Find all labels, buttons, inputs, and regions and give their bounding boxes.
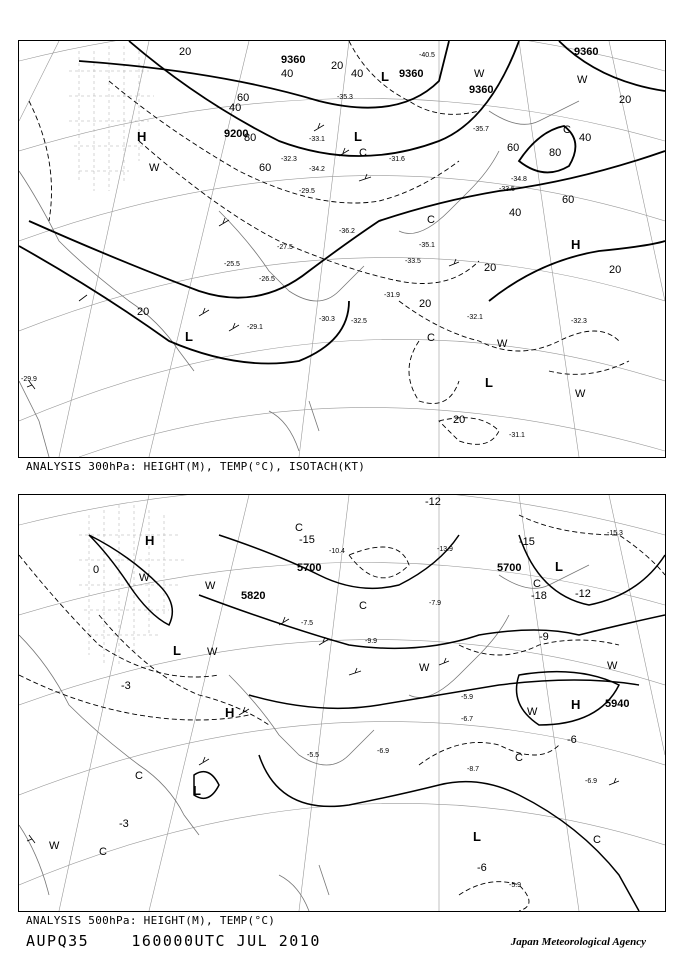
isotach-label: 40 (351, 68, 364, 80)
temperature-label: -6.9 (585, 778, 598, 785)
high-center: H (571, 237, 581, 252)
isotach-label: 60 (507, 142, 520, 154)
isotach-label: 20 (609, 264, 622, 276)
temperature-label: -7.5 (301, 620, 314, 627)
temperature-label: -13.9 (437, 546, 453, 553)
height-label: 5820 (241, 590, 266, 602)
isotherm-label: -12 (425, 496, 441, 508)
warm-marker: W (139, 572, 150, 584)
low-center: L (354, 129, 362, 144)
temperature-label: -5.5 (307, 752, 320, 759)
isotach-label: 20 (179, 46, 192, 58)
temperature-label: -32.5 (351, 318, 367, 325)
warm-marker: W (474, 68, 485, 80)
low-center: L (473, 829, 481, 844)
height-label: 9360 (399, 68, 424, 80)
isotach-label: 20 (419, 298, 432, 310)
isotherm-label: -9 (539, 631, 549, 643)
isotach-label: 80 (244, 132, 257, 144)
warm-marker: W (607, 660, 618, 672)
isotach-label: 40 (229, 102, 242, 114)
temperature-label: -31.9 (384, 292, 400, 299)
high-center: H (225, 705, 235, 720)
isotherm-label: -12 (575, 588, 591, 600)
temperature-label: -29.1 (247, 324, 263, 331)
height-label: 5940 (605, 698, 630, 710)
temperature-label: -31.1 (509, 432, 525, 439)
isotach-label: 20 (137, 306, 150, 318)
isotach-label: 60 (237, 92, 250, 104)
temperature-label: -31.6 (389, 156, 405, 163)
chart-code: AUPQ35 (26, 932, 90, 950)
chart-caption-300hpa: ANALYSIS 300hPa: HEIGHT(M), TEMP(°C), ISOTACH(KT) (26, 460, 366, 473)
temperature-label: -6.7 (461, 716, 474, 723)
isotach-label: 60 (259, 162, 272, 174)
isotach-label: 40 (579, 132, 592, 144)
temperature-label: -35.3 (337, 94, 353, 101)
warm-marker: W (49, 840, 60, 852)
temperature-label: -5.9 (509, 882, 522, 889)
cold-marker: C (427, 332, 435, 344)
chart-caption-500hpa: ANALYSIS 500hPa: HEIGHT(M), TEMP(°C) (26, 914, 276, 927)
temperature-label: -35.7 (473, 126, 489, 133)
warm-marker: W (577, 74, 588, 86)
height-label: 9200 (224, 128, 249, 140)
isotherm-label: -15 (299, 534, 315, 546)
low-center: L (555, 559, 563, 574)
high-center: H (137, 129, 147, 144)
isotherm-label: -6 (477, 862, 487, 874)
temperature-label: -32.1 (467, 314, 483, 321)
isotach-label: 80 (549, 147, 562, 159)
isotherm-label: -3 (119, 818, 129, 830)
cold-marker: C (427, 214, 435, 226)
temperature-label: -15.3 (607, 530, 623, 537)
warm-marker: W (419, 662, 430, 674)
temperature-label: -33.5 (499, 186, 515, 193)
temperature-label: -34.2 (309, 166, 325, 173)
height-label: 9360 (281, 54, 306, 66)
temperature-label: -5.9 (461, 694, 474, 701)
temperature-label: -29.5 (299, 188, 315, 195)
wind-barbs (27, 617, 619, 843)
warm-marker: W (527, 706, 538, 718)
isotherm-label: -15 (519, 536, 535, 548)
height-label: 5700 (497, 562, 522, 574)
isotach-label: 60 (562, 194, 575, 206)
cold-marker: C (359, 600, 367, 612)
low-center: L (381, 69, 389, 84)
isotach-label: 20 (484, 262, 497, 274)
warm-marker: W (149, 162, 160, 174)
high-center: H (571, 697, 581, 712)
cold-marker: C (295, 522, 303, 534)
isotherm-label: -18 (531, 590, 547, 602)
temperature-label: -34.8 (511, 176, 527, 183)
isotherms (19, 515, 665, 911)
temperature-label: -33.5 (405, 258, 421, 265)
temperature-label: -30.3 (319, 316, 335, 323)
valid-time: 160000UTC JUL 2010 (131, 932, 321, 950)
temperature-label: -29.9 (21, 376, 37, 383)
agency-name: Japan Meteorological Agency (510, 936, 646, 948)
temperature-label: -33.1 (309, 136, 325, 143)
isotherm-label: 0 (93, 564, 100, 576)
high-center: H (145, 533, 155, 548)
height-label: 5700 (297, 562, 322, 574)
warm-marker: W (497, 338, 508, 350)
low-center: L (485, 375, 493, 390)
isotach-label: 40 (281, 68, 294, 80)
isotherm-label: -6 (567, 734, 577, 746)
cold-marker: C (533, 578, 541, 590)
cold-marker: C (563, 124, 571, 136)
temperature-label: -9.9 (365, 638, 378, 645)
height-label: 9360 (574, 46, 599, 58)
cold-marker: C (593, 834, 601, 846)
low-center: L (193, 783, 201, 798)
temperature-label: -40.5 (419, 52, 435, 59)
temperature-label: -10.4 (329, 548, 345, 555)
warm-marker: W (575, 388, 586, 400)
height-label: 9360 (469, 84, 494, 96)
isotach-label: 40 (509, 207, 522, 219)
isotach-label: 20 (619, 94, 632, 106)
coastline (19, 565, 589, 911)
low-center: L (173, 643, 181, 658)
graticule (19, 41, 665, 457)
temperature-label: -35.1 (419, 242, 435, 249)
isotach-label: 20 (453, 414, 466, 426)
temperature-label: -26.5 (259, 276, 275, 283)
temperature-label: -36.2 (339, 228, 355, 235)
temperature-label: -7.9 (429, 600, 442, 607)
temperature-label: -32.3 (571, 318, 587, 325)
grid-hatch-area (69, 46, 154, 191)
cold-marker: C (515, 752, 523, 764)
graticule (19, 495, 665, 911)
temperature-label: -32.3 (281, 156, 297, 163)
map-500hpa (18, 494, 666, 912)
cold-marker: C (359, 147, 367, 159)
low-center: L (185, 329, 193, 344)
chart-id (26, 932, 321, 950)
temperature-label: -6.9 (377, 748, 390, 755)
isotherm-label: -3 (121, 680, 131, 692)
warm-marker: W (207, 646, 218, 658)
cold-marker: C (99, 846, 107, 858)
warm-marker: W (205, 580, 216, 592)
temperature-label: -25.5 (224, 261, 240, 268)
temperature-label: -27.5 (277, 244, 293, 251)
temperature-label: -8.7 (467, 766, 480, 773)
map-300hpa (18, 40, 666, 458)
cold-marker: C (135, 770, 143, 782)
isotach-label: 20 (331, 60, 344, 72)
